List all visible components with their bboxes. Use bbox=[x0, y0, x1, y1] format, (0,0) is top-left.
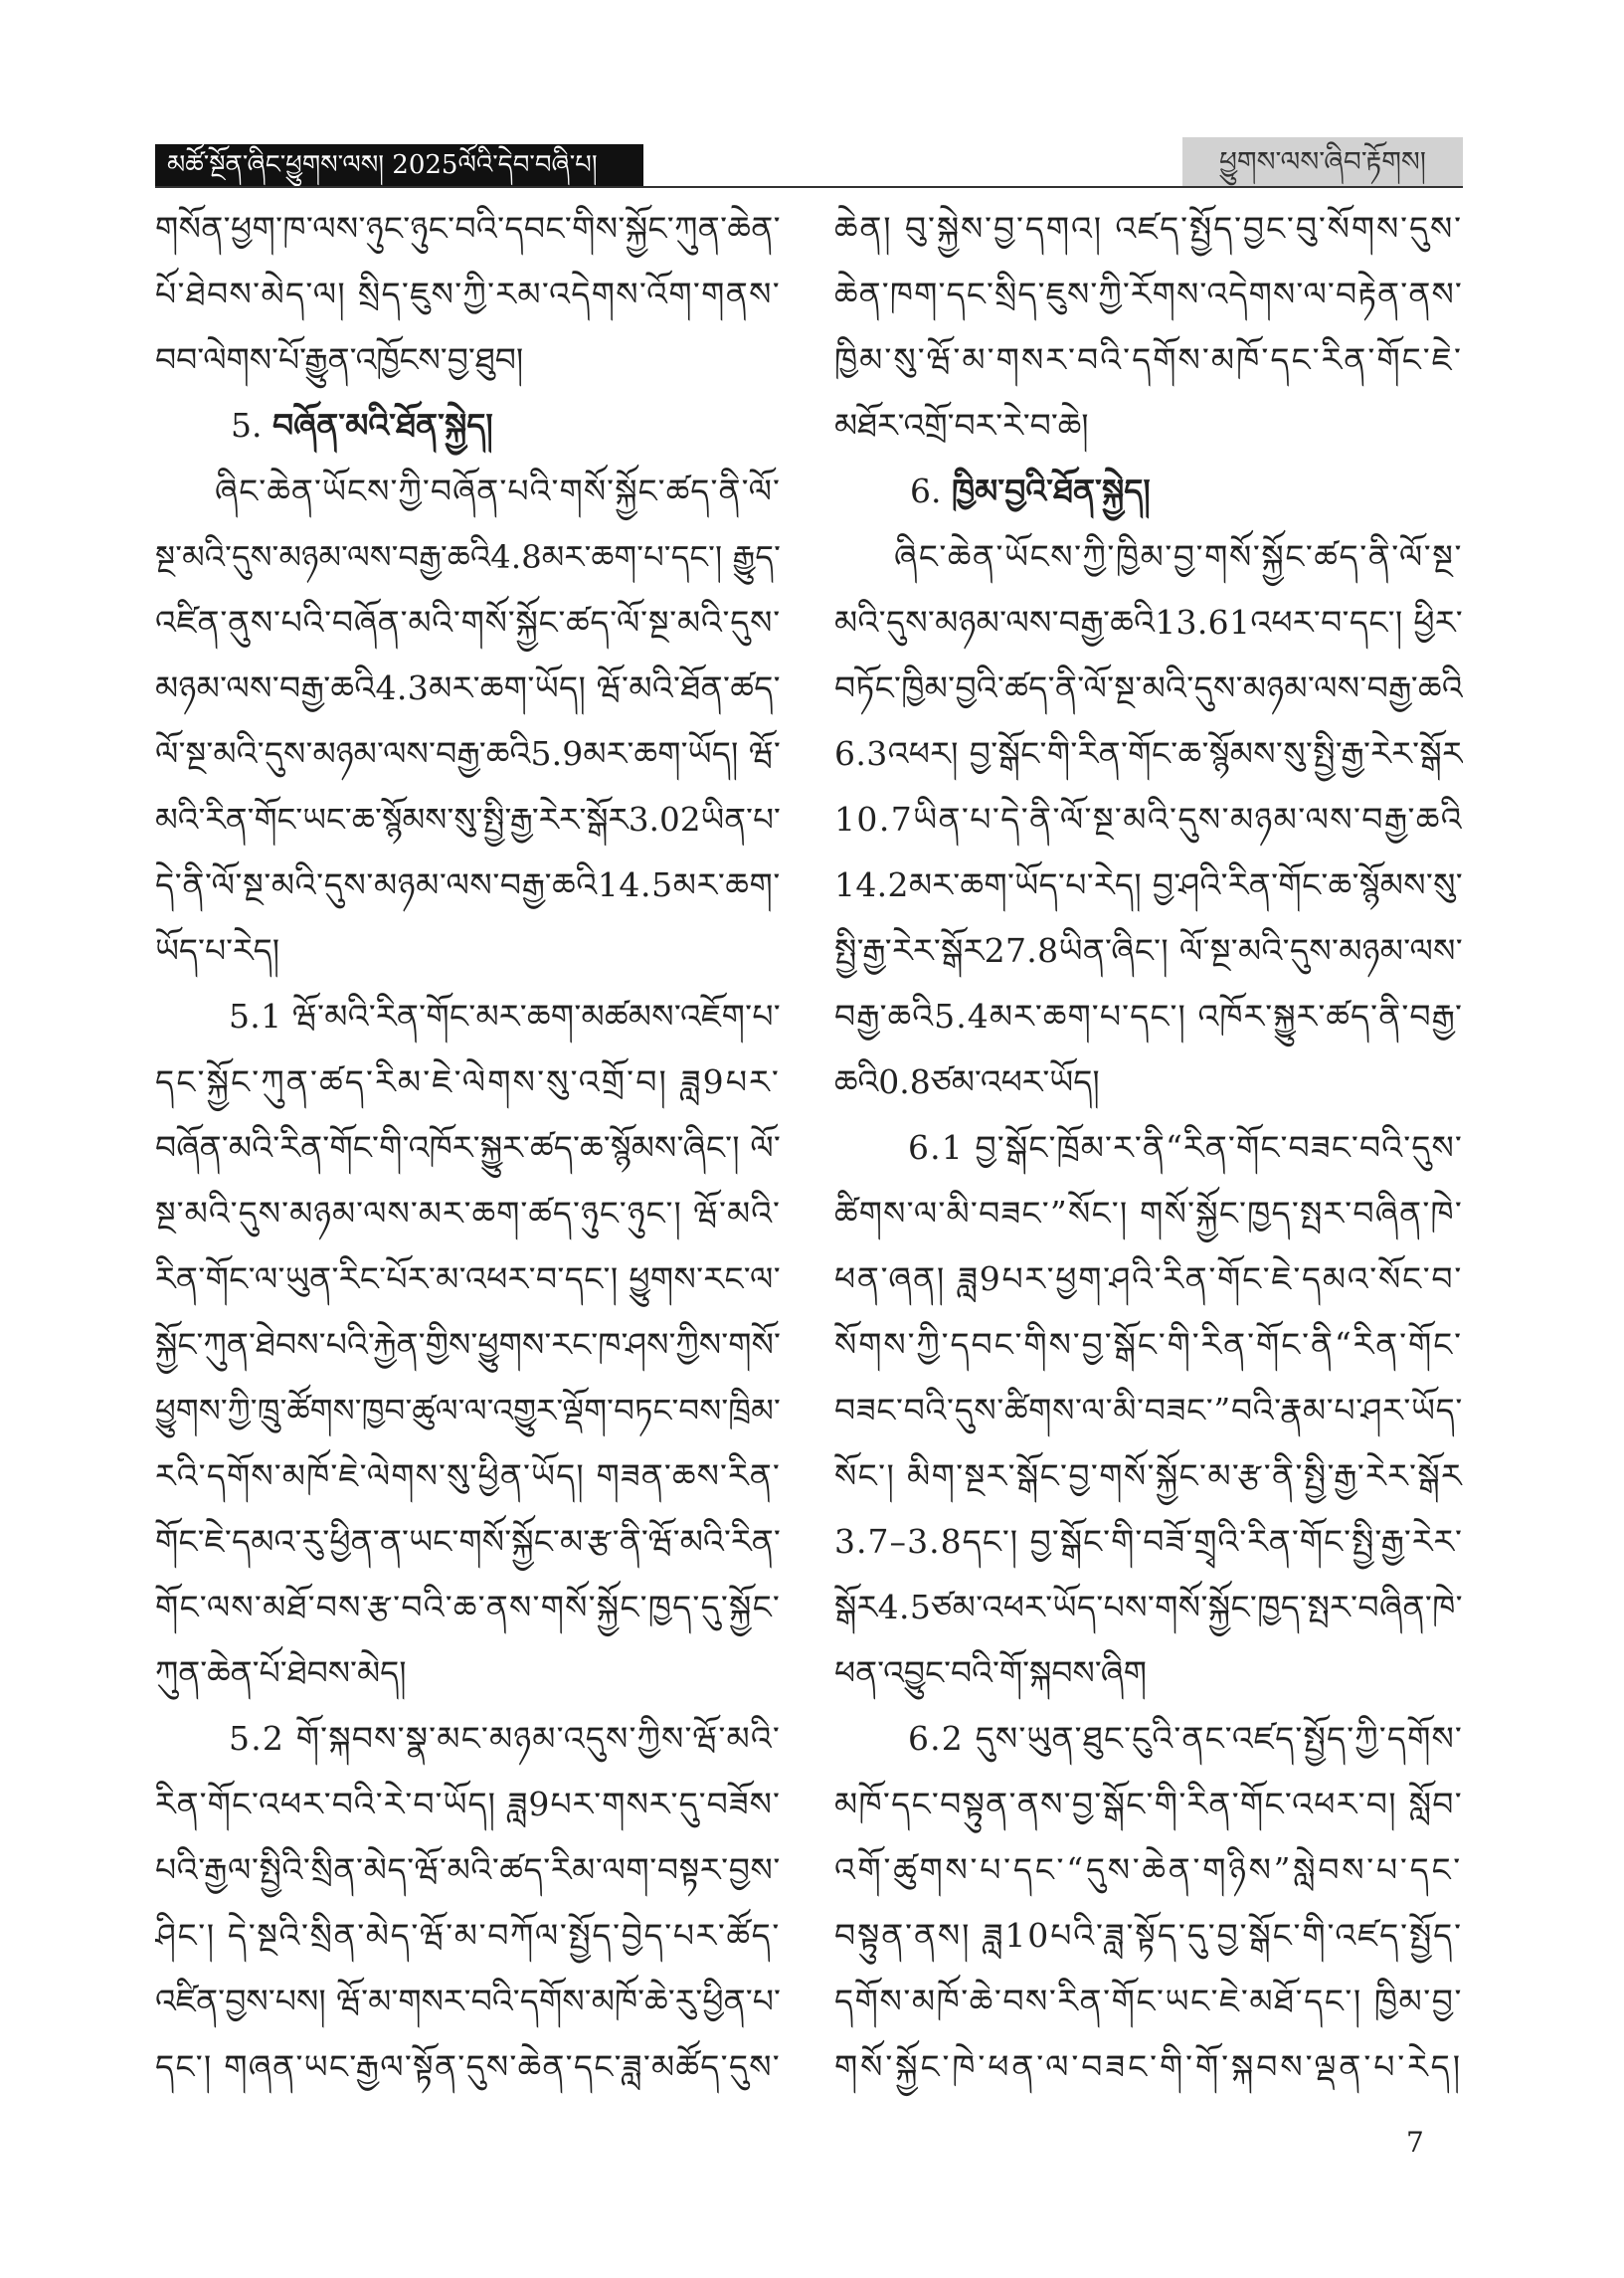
text-line: 6.2 དུས་ཡུན་ཐུང་ངུའི་ནང་འཛད་སྤྱོད་ཀྱི་དགོས་ bbox=[908, 1719, 1463, 1758]
text-line: རིན་གོང་འཕར་བའི་རེ་བ་ཡོད། ཟླ9པར་གསར་དུ་བཟོས་ bbox=[155, 1785, 781, 1823]
text-line: ཆའི0.8ཙམ་འཕར་ཡོད། bbox=[834, 1062, 1100, 1101]
paragraph bbox=[834, 1706, 1463, 2100]
text-line: 14.2མར་ཆག་ཡོད་པ་རེད། བྱ་ཤའི་རིན་གོང་ཆ་སྙོམས་སུ་ bbox=[834, 865, 1463, 904]
text-line: ཕྱུགས་ཀྱི་ཁྲུ་ཚོགས་ཁྱབ་ཚུལ་ལ་འགྱུར་ལྡོག་བཏང་བས་ཁྲིམ་ bbox=[155, 1392, 781, 1429]
text-line: པོ་ཐེབས་མེད་ལ། སྲིད་ཇུས་ཀྱི་རམ་འདེགས་འོག་གནས་ bbox=[155, 275, 781, 313]
page-number: 7 bbox=[1406, 2126, 1424, 2159]
text-line: ཤིང་། དེ་སྔའི་སྲིན་མེད་ཝོ་མ་བཀོལ་སྤྱོད་བྱེད་པར་ཚོད་ bbox=[155, 1916, 781, 1955]
text-line: ཆེན། བུ་སྐྱེས་བྱ་དགའ། འཛད་སྤྱོད་བྱང་བུ་སོགས་དུས་ bbox=[834, 209, 1463, 248]
text-line: ཕན་འབྱུང་བའི་གོ་སྐབས་ཞིག bbox=[834, 1653, 1148, 1692]
text-line: རའི་དགོས་མཁོ་ཇེ་ལེགས་སུ་ཕྱིན་ཡོད། གཟན་ཆས་རིན་ bbox=[155, 1456, 781, 1495]
text-line: དེ་ནི་ལོ་སྔ་མའི་དུས་མཉམ་ལས་བརྒྱ་ཆའི14.5མར་ཆག་ bbox=[155, 865, 781, 904]
text-line: མཁོ་དང་བསྟུན་ནས་བྱ་སྒོང་གི་རིན་གོང་འཕར་བ། སློབ་ bbox=[834, 1785, 1463, 1823]
text-line: རིན་གོང་ལ་ཡུན་རིང་པོར་མ་འཕར་བ་དང་། ཕྱུགས་རང་ལ་ bbox=[155, 1259, 781, 1298]
section-title: བཞོན་མའི་ཐོན་སྐྱེད། bbox=[272, 406, 493, 445]
section-number: 5. bbox=[231, 406, 263, 445]
right-column bbox=[834, 196, 1463, 2100]
text-line: 6.1 བྱ་སྒོང་ཁྲོམ་ར་ནི“རིན་གོང་བཟང་བའི་དུས་ bbox=[908, 1128, 1463, 1167]
text-line: དང་སྐྱོང་ཀུན་ཚད་རིམ་ཇེ་ལེགས་སུ་འགྲོ་བ། ཟླ9པར་ bbox=[155, 1062, 781, 1101]
text-line: ཀུན་ཆེན་པོ་ཐེབས་མེད། bbox=[155, 1653, 407, 1692]
text-line: མཐོར་འགྲོ་བར་རེ་བ་ཆེ། bbox=[834, 406, 1089, 445]
paragraph bbox=[155, 459, 781, 984]
text-line: མའི་དུས་མཉམ་ལས་བརྒྱ་ཆའི13.61འཕར་བ་དང་། ཕྱིར་ bbox=[834, 603, 1463, 642]
paragraph bbox=[155, 196, 781, 393]
text-line: 10.7ཡིན་པ་དེ་ནི་ལོ་སྔ་མའི་དུས་མཉམ་ལས་བརྒྱ་ཆའི bbox=[834, 800, 1463, 839]
text-line: པའི་རྒྱལ་སྤྱིའི་སྲིན་མེད་ཝོ་མའི་ཚད་རིམ་ལག་བསྟར་བྱས་ bbox=[155, 1850, 781, 1889]
text-line: གསོ་སྐྱོང་ཁེ་ཕན་ལ་བཟང་གི་གོ་སྐབས་ལྡན་པ་རེད། bbox=[834, 2047, 1463, 2086]
section-heading bbox=[155, 393, 781, 459]
text-line: འཛིན་བྱས་པས། ཝོ་མ་གསར་བའི་དགོས་མཁོ་ཆེ་རུ་ཕྱིན་པ་ bbox=[155, 1982, 781, 2020]
text-line: ཁྱིམ་སུ་ཝོ་མ་གསར་བའི་དགོས་མཁོ་དང་རིན་གོང་ཇེ་ bbox=[834, 340, 1463, 379]
text-line: སྒོར4.5ཙམ་འཕར་ཡོད་པས་གསོ་སྐྱོང་ཁྱད་སྤར་བཞིན་ཁེ་ bbox=[834, 1588, 1463, 1626]
text-line: སྔ་མའི་དུས་མཉམ་ལས་བརྒྱ་ཆའི4.8མར་ཆག་པ་དང་། རྒྱུད་ bbox=[155, 538, 781, 576]
text-line: ལོ་སྔ་མའི་དུས་མཉམ་ལས་བརྒྱ་ཆའི5.9མར་ཆག་ཡོད། ཝོ་ bbox=[155, 734, 781, 773]
paragraph bbox=[155, 1706, 781, 2100]
paragraph bbox=[834, 196, 1463, 459]
text-line: བསྟུན་ནས། ཟླ10པའི་ཟླ་སྟོད་དུ་བྱ་སྒོང་གི་འཛད་སྤྱོད་ bbox=[834, 1916, 1463, 1955]
text-line: 6.3འཕར། བྱ་སྒོང་གི་རིན་གོང་ཆ་སྙོམས་སུ་སྤྱི་རྒྱ་རེར་སྒོར bbox=[834, 734, 1463, 773]
text-line: འཛིན་ནུས་པའི་བཞོན་མའི་གསོ་སྐྱོང་ཚད་ལོ་སྔ་མའི་དུས་ bbox=[155, 603, 781, 642]
text-line: བརྒྱ་ཆའི5.4མར་ཆག་པ་དང་། འཁོར་སྐྱུར་ཚད་ནི་བརྒྱ་ bbox=[834, 997, 1463, 1036]
section-title: ཁྱིམ་བྱའི་ཐོན་སྐྱེད། bbox=[952, 472, 1151, 510]
left-column bbox=[155, 196, 781, 2100]
text-line: ཞིང་ཆེན་ཡོངས་ཀྱི་བཞོན་པའི་གསོ་སྐྱོང་ཚད་ནི་ལོ་ bbox=[215, 472, 781, 510]
text-line: 3.7–3.8དང་། བྱ་སྒོང་གི་བཟོ་གྲྭའི་རིན་གོང་སྤྱི་རྒྱ་རེར་ bbox=[834, 1522, 1463, 1561]
section-header: ཕྱུགས་ལས་ཞིབ་རྟོགས། bbox=[1182, 137, 1463, 186]
text-line: གསོན་ཕྱག་ཁ་ལས་ཉུང་ཉུང་བའི་དབང་གིས་སྐྱོང་ཀུན་ཆེན་ bbox=[155, 209, 781, 248]
section-heading bbox=[834, 459, 1463, 524]
text-line: ཕན་ཞན། ཟླ9པར་ཕྱག་ཤའི་རིན་གོང་ཇེ་དམའ་སོང་བ་ bbox=[834, 1259, 1463, 1298]
text-line: བཞོན་མའི་རིན་གོང་གི་འཁོར་སྐྱུར་ཚད་ཆ་སྙོམས་ཞིང་། ལོ་ bbox=[155, 1128, 781, 1167]
journal-issue-header: མཚོ་སྔོན་ཞིང་ཕྱུགས་ལས། 2025ལོའི་དེབ་བཞི་པ། bbox=[155, 144, 643, 186]
header-rule bbox=[155, 186, 1463, 188]
text-line: དགོས་མཁོ་ཆེ་བས་རིན་གོང་ཡང་ཇེ་མཐོ་དང་། ཁྱིམ་བྱ་ bbox=[834, 1982, 1463, 2020]
text-line: 5.2 གོ་སྐབས་སྣ་མང་མཉམ་འདུས་ཀྱིས་ཝོ་མའི་ bbox=[229, 1719, 781, 1758]
text-line: སྐྱོང་ཀུན་ཐེབས་པའི་རྐྱེན་གྱིས་ཕྱུགས་རང་ཁ་ཤས་ཀྱིས་གསོ་ bbox=[155, 1325, 781, 1364]
text-line: གོང་ལས་མཐོ་བས་རྩ་བའི་ཆ་ནས་གསོ་སྐྱོང་ཁྱད་དུ་སྐྱོང་ bbox=[155, 1588, 781, 1626]
paragraph bbox=[834, 524, 1463, 1115]
text-line: ཡོད་པ་རེད། bbox=[155, 931, 280, 970]
paragraph bbox=[155, 984, 781, 1706]
text-line: སྔ་མའི་དུས་མཉམ་ལས་མར་ཆག་ཚད་ཉུང་ཉུང་། ཝོ་མའི་ bbox=[155, 1194, 781, 1233]
text-line: བབ་ལེགས་པོ་རྒྱུན་འཁྱོངས་བྱ་ཐུབ། bbox=[155, 340, 524, 379]
text-line: 5.1 ཝོ་མའི་རིན་གོང་མར་ཆག་མཚམས་འཇོག་པ་ bbox=[229, 997, 781, 1036]
text-line: བཟང་བའི་དུས་ཚིགས་ལ་མི་བཟང་”བའི་རྣམ་པ་ཤར་ཡོད་ bbox=[834, 1391, 1463, 1429]
text-line: གོང་ཇེ་དམའ་རུ་ཕྱིན་ན་ཡང་གསོ་སྐྱོང་མ་རྩ་ནི་ཝོ་མའི་རིན་ bbox=[155, 1522, 781, 1561]
text-line: མཉམ་ལས་བརྒྱ་ཆའི4.3མར་ཆག་ཡོད། ཝོ་མའི་ཐོན་ཚད་ bbox=[155, 668, 781, 707]
text-line: ཞིང་ཆེན་ཡོངས་ཀྱི་ཁྱིམ་བྱ་གསོ་སྐྱོང་ཚད་ནི་ལོ་སྔ་ bbox=[894, 537, 1463, 576]
section-number: 6. bbox=[910, 472, 942, 510]
text-line: དང་། གཞན་ཡང་རྒྱལ་སྟོན་དུས་ཆེན་དང་ཟླ་མཚོད་དུས་ bbox=[155, 2047, 781, 2086]
text-line: བཏོང་ཁྱིམ་བྱའི་ཚད་ནི་ལོ་སྔ་མའི་དུས་མཉམ་ལས་བརྒྱ་ཆའི bbox=[834, 668, 1463, 707]
text-line: སྤྱི་རྒྱ་རེར་སྒོར27.8ཡིན་ཞིང་། ལོ་སྔ་མའི་དུས་མཉམ་ལས་ bbox=[834, 931, 1463, 970]
text-line: སོང་། མིག་སྔར་སྒོང་བྱ་གསོ་སྐྱོང་མ་རྩ་ནི་སྤྱི་རྒྱ་རེར་སྒོར bbox=[834, 1456, 1463, 1495]
paragraph bbox=[834, 1115, 1463, 1706]
text-line: མའི་རིན་གོང་ཡང་ཆ་སྙོམས་སུ་སྤྱི་རྒྱ་རེར་སྒོར3.02ཡིན་པ་ bbox=[155, 801, 781, 839]
text-line: ཚིགས་ལ་མི་བཟང་”སོང་། གསོ་སྐྱོང་ཁྱད་སྤར་བཞིན་ཁེ་ bbox=[834, 1194, 1463, 1233]
text-line: འགོ་ཚུགས་པ་དང་“དུས་ཆེན་གཉིས”སླེབས་པ་དང་ bbox=[834, 1850, 1463, 1889]
text-line: སོགས་ཀྱི་དབང་གིས་བྱ་སྒོང་གི་རིན་གོང་ནི“རིན་གོང་ bbox=[834, 1325, 1463, 1364]
text-line: ཆེན་ཁག་དང་སྲིད་ཇུས་ཀྱི་རོགས་འདེགས་ལ་བརྟེན་ནས་ bbox=[834, 275, 1463, 313]
